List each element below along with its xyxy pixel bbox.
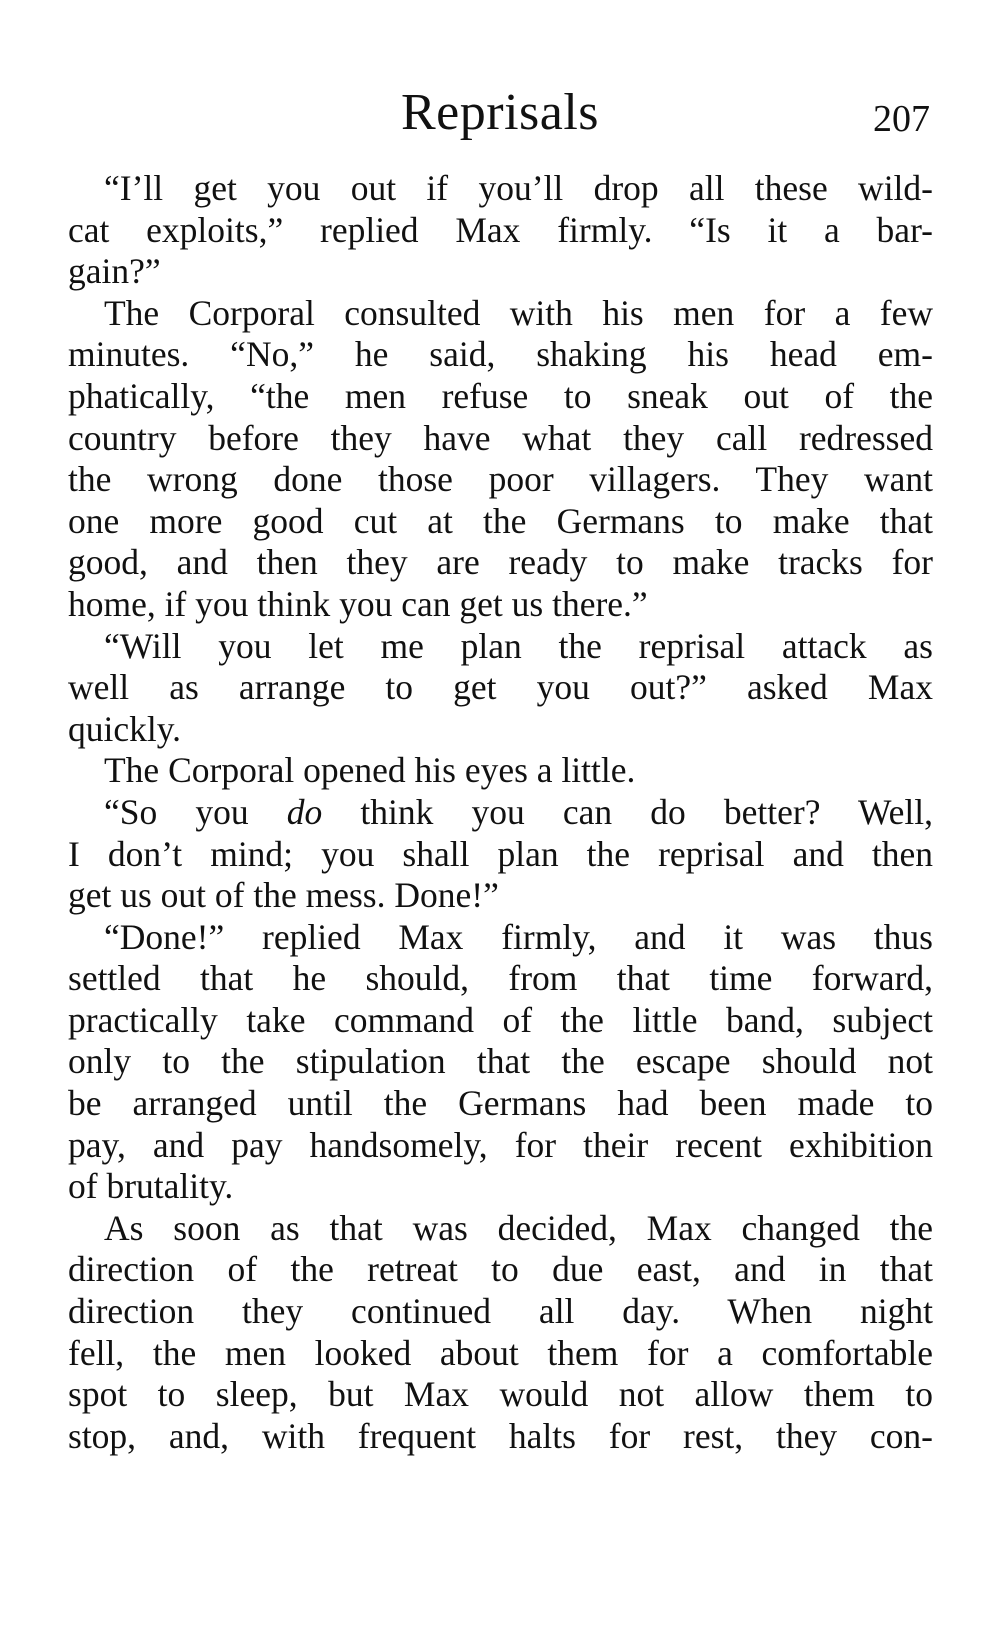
text-line: spot to sleep, but Max would not allow them to xyxy=(68,1374,933,1415)
text-line: As soon as that was decided, Max changed the xyxy=(104,1207,933,1248)
text-line: be arranged until the Germans had been made to xyxy=(68,1083,933,1124)
text-line: settled that he should, from that time forward, xyxy=(68,958,933,999)
text-line: “I’ll get you out if you’ll drop all these wild- xyxy=(104,168,933,208)
italic-word: do xyxy=(286,791,323,832)
page-number: 207 xyxy=(873,98,930,140)
text-line: home, if you think you can get us there.” xyxy=(68,583,648,624)
body-text xyxy=(68,168,933,1457)
text-line: only to the stipulation that the escape should not xyxy=(68,1041,933,1082)
text-line: practically take command of the little band, subject xyxy=(68,999,933,1040)
text-line: get us out of the mess. Done!” xyxy=(68,875,499,916)
text-line: quickly. xyxy=(68,708,182,749)
text-line: phatically, “the men refuse to sneak out of the xyxy=(68,375,933,416)
running-head xyxy=(0,78,1000,148)
text-line: pay, and pay handsomely, for their recent exhibition xyxy=(68,1124,933,1165)
text-line: “Will you let me plan the reprisal attack as xyxy=(104,625,933,666)
text-line: direction they continued all day. When night xyxy=(68,1291,933,1332)
text-segment: think you can do better? Well, xyxy=(322,791,933,832)
text-line: fell, the men looked about them for a comfortable xyxy=(68,1332,933,1373)
text-line: cat exploits,” replied Max firmly. “Is it a bar- xyxy=(68,209,933,250)
text-line: direction of the retreat to due east, and in that xyxy=(68,1249,933,1290)
text-line: stop, and, with frequent halts for rest, they con- xyxy=(68,1415,933,1456)
text-line: The Corporal consulted with his men for a few xyxy=(104,292,933,333)
text-line: one more good cut at the Germans to make that xyxy=(68,500,933,541)
text-line: gain?” xyxy=(68,251,161,292)
text-line: country before they have what they call redressed xyxy=(68,417,933,458)
text-line xyxy=(68,792,933,834)
text-line: “Done!” replied Max firmly, and it was thus xyxy=(104,916,933,957)
text-line: the wrong done those poor villagers. They want xyxy=(68,459,933,500)
text-line: I don’t mind; you shall plan the reprisal and then xyxy=(68,833,933,874)
text-line: minutes. “No,” he said, shaking his head em- xyxy=(68,334,933,375)
text-segment: “So you xyxy=(104,791,287,832)
text-line: well as arrange to get you out?” asked Max xyxy=(68,667,933,708)
text-line: of brutality. xyxy=(68,1166,234,1207)
text-line: good, and then they are ready to make tracks for xyxy=(68,542,933,583)
text-line: The Corporal opened his eyes a little. xyxy=(104,750,636,791)
page-title: Reprisals xyxy=(400,84,600,141)
